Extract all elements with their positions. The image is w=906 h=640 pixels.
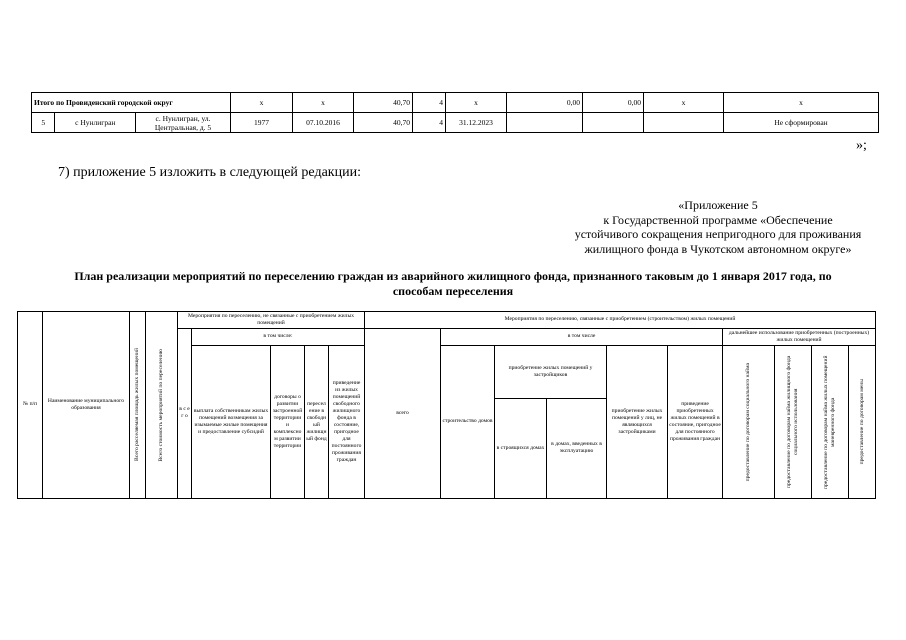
- table-cell: 5: [32, 113, 55, 133]
- col-contracts: договоры о развитии застроенной территории и комплексном развитии территории: [271, 345, 305, 498]
- appendix-line: устойчивого сокращения непригодного для проживания: [574, 227, 862, 241]
- col-acquisition: приведение из жилых помещений свободного жилищного фонда в состояние, пригодное для постоянного проживания граждан: [329, 345, 365, 498]
- table-cell: x: [644, 93, 724, 113]
- col-specialized-text: предоставление по договорам найма жилых помещений маневренного фонда: [823, 355, 837, 489]
- col-mena: [849, 345, 876, 498]
- close-quote: »;: [856, 138, 867, 153]
- col-mena-text: предоставление по договорам мены: [858, 379, 865, 465]
- col-resettle: переселение в свободный жилищный фонд: [305, 345, 329, 498]
- total-label: Итого по Провиденский городской округ: [32, 93, 231, 113]
- plan-title-line: способам переселения: [392, 284, 514, 298]
- col-social: [723, 345, 775, 498]
- table-cell: [507, 113, 583, 133]
- in-that-b: в том числе: [441, 328, 723, 345]
- col-purchase-other: приобретение жилых помещений у лиц, не являющихся застройщиками: [607, 345, 668, 498]
- table-cell: с. Нунлигран, ул. Центральная, д. 5: [136, 113, 231, 133]
- appendix-header: [530, 198, 906, 256]
- col-total-area: [130, 312, 146, 499]
- col-in-operation: в домах, введенных в эксплуатацию: [547, 398, 607, 498]
- table-cell: x: [446, 93, 507, 113]
- table-cell: x: [231, 93, 293, 113]
- table-cell: 1977: [231, 113, 293, 133]
- col-total-area-text: Всего расселяемая площадь жилых помещений: [134, 348, 140, 462]
- item-text: 7) приложение 5 изложить в следующей редакции:: [58, 165, 361, 180]
- appendix-line: жилищного фонда в Чукотском автономном округе»: [584, 241, 852, 256]
- further-use: дальнейшее использование приобретенных (построенных) жилых помещений: [723, 328, 876, 345]
- col-social-text: предоставление по договорам социального найма: [745, 362, 752, 482]
- appendix-line: «Приложение 5: [678, 198, 758, 212]
- table-cell: 31.12.2023: [446, 113, 507, 133]
- plan-title-line: План реализации мероприятий по переселению граждан из аварийного жилищного фонда, признанного таковым до 1 января 2017 года, по: [74, 269, 832, 283]
- top-table: [31, 92, 879, 133]
- table-cell: Не сформирован: [724, 113, 879, 133]
- col-vsego-b: всего: [365, 328, 441, 498]
- in-that-a: в том числе:: [192, 328, 365, 345]
- table-cell: 07.10.2016: [293, 113, 354, 133]
- group-b: Мероприятия по переселению, связанные с приобретением (строительством) жилых помещений: [365, 312, 876, 329]
- table-cell: x: [724, 93, 879, 113]
- table-cell: [644, 113, 724, 133]
- plan-table: [17, 311, 876, 499]
- table-cell: 40,70: [354, 93, 413, 113]
- table-cell: [583, 113, 644, 133]
- table-cell: с Нунлигран: [55, 113, 136, 133]
- table-cell: 40,70: [354, 113, 413, 133]
- col-total-cost-text: Всего стоимость мероприятий по переселению: [158, 348, 164, 462]
- col-construction: строительство домов: [441, 345, 495, 498]
- col-commercial-text: предоставление по договорам найма жилищного фонда социального использования: [786, 355, 800, 489]
- col-commercial: [775, 345, 812, 498]
- table-cell: 0,00: [583, 93, 644, 113]
- col-vsego-a: в с е г о: [178, 328, 192, 498]
- appendix-line: к Государственной программе «Обеспечение: [603, 212, 833, 227]
- col-bringing: приведение приобретенных жилых помещений в состояние, пригодное для постоянного проживания граждан: [668, 345, 723, 498]
- table-cell: 4: [413, 93, 446, 113]
- col-specialized: [812, 345, 849, 498]
- col-payment: выплата собственникам жилых помещений возмещения за изымаемые жилые помещения и предоставление субсидий: [192, 345, 271, 498]
- table-cell: x: [293, 93, 354, 113]
- table-row: [32, 113, 879, 133]
- table-cell: 0,00: [507, 93, 583, 113]
- table-cell: 4: [413, 113, 446, 133]
- col-total-cost: [146, 312, 178, 499]
- plan-title: [20, 269, 886, 299]
- col-in-building: в строящихся домах: [495, 398, 547, 498]
- col-num: № п/п: [18, 312, 43, 499]
- table-row: [32, 93, 879, 113]
- col-municipality: Наименование муниципального образования: [43, 312, 130, 499]
- group-a: Мероприятия по переселению, не связанные с приобретением жилых помещений: [178, 312, 365, 329]
- purchase-dev: приобретение жилых помещений у застройщиков: [495, 345, 607, 398]
